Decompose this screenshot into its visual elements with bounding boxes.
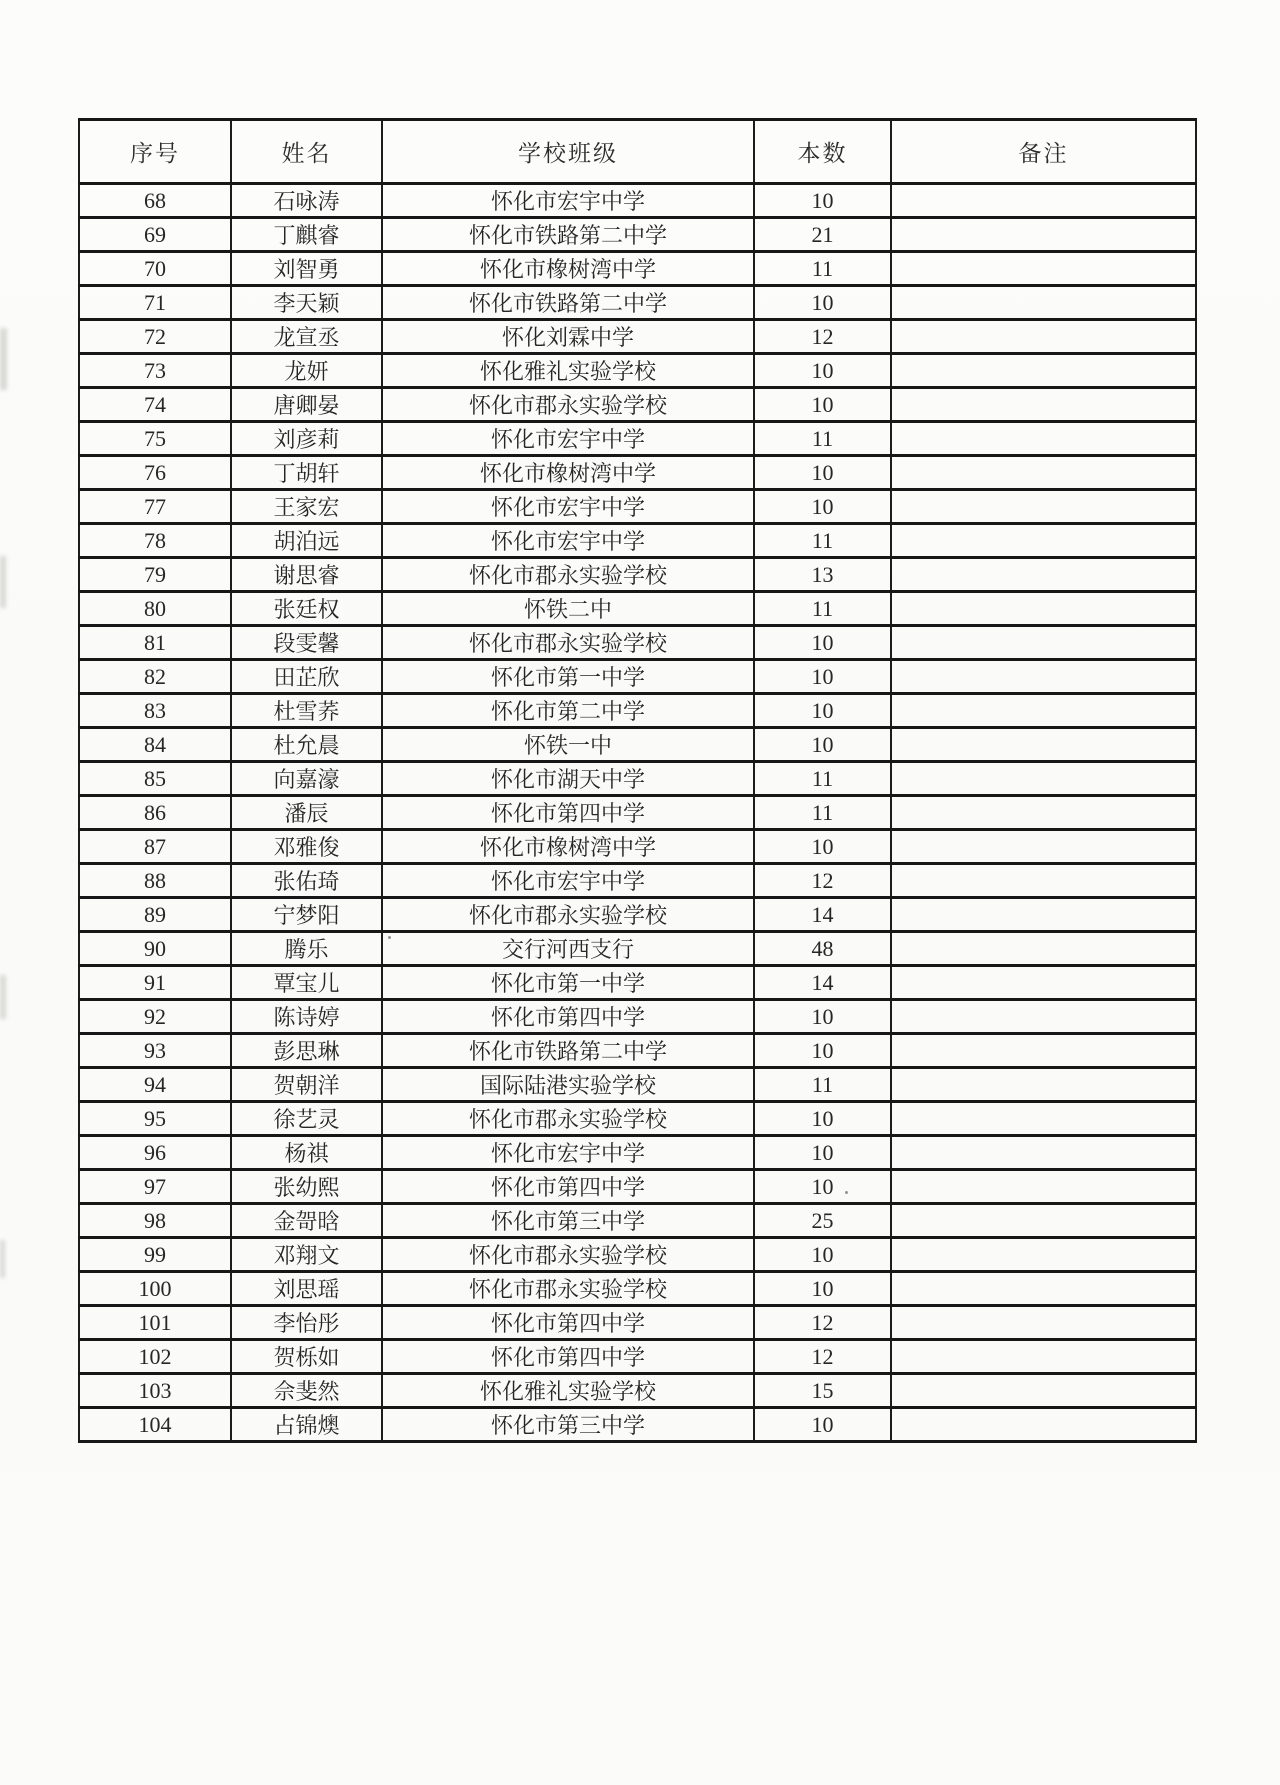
cell-school: 怀化市铁路第二中学	[382, 218, 754, 252]
cell-remark	[891, 830, 1196, 864]
cell-remark	[891, 1272, 1196, 1306]
cell-no: 103	[79, 1374, 231, 1408]
cell-school: 怀化市第四中学	[382, 1170, 754, 1204]
cell-count: 12	[754, 864, 891, 898]
cell-remark	[891, 1068, 1196, 1102]
cell-name: 李天颖	[231, 286, 382, 320]
cell-remark	[891, 626, 1196, 660]
table-row	[79, 320, 1196, 354]
cell-name: 占锦燠	[231, 1408, 382, 1442]
cell-no: 70	[79, 252, 231, 286]
cell-remark	[891, 898, 1196, 932]
cell-no: 68	[79, 184, 231, 218]
table-row	[79, 1272, 1196, 1306]
cell-remark	[891, 1102, 1196, 1136]
cell-count: 12	[754, 1340, 891, 1374]
cell-count: 14	[754, 898, 891, 932]
table-row	[79, 558, 1196, 592]
cell-count: 14	[754, 966, 891, 1000]
cell-school: 怀化雅礼实验学校	[382, 354, 754, 388]
table-row	[79, 966, 1196, 1000]
table-row	[79, 1238, 1196, 1272]
cell-no: 94	[79, 1068, 231, 1102]
cell-name: 杨祺	[231, 1136, 382, 1170]
cell-school: 怀铁一中	[382, 728, 754, 762]
table-row	[79, 354, 1196, 388]
column-header-remark: 备注	[891, 120, 1196, 184]
table-row	[79, 456, 1196, 490]
cell-remark	[891, 1000, 1196, 1034]
cell-name: 邓雅俊	[231, 830, 382, 864]
cell-count: 11	[754, 1068, 891, 1102]
cell-no: 92	[79, 1000, 231, 1034]
cell-no: 69	[79, 218, 231, 252]
table-row	[79, 1136, 1196, 1170]
cell-school: 怀化市第四中学	[382, 796, 754, 830]
cell-no: 74	[79, 388, 231, 422]
cell-name: 胡泊远	[231, 524, 382, 558]
cell-count: 10	[754, 1272, 891, 1306]
table-row	[79, 932, 1196, 966]
cell-count: 11	[754, 762, 891, 796]
cell-name: 唐卿晏	[231, 388, 382, 422]
cell-remark	[891, 1170, 1196, 1204]
cell-remark	[891, 354, 1196, 388]
cell-count: 11	[754, 252, 891, 286]
cell-no: 89	[79, 898, 231, 932]
table-row	[79, 1102, 1196, 1136]
table-row	[79, 1374, 1196, 1408]
cell-school: 怀化市宏宇中学	[382, 1136, 754, 1170]
scan-smudge	[0, 1240, 5, 1278]
table-row	[79, 286, 1196, 320]
cell-remark	[891, 1204, 1196, 1238]
cell-name: 龙妍	[231, 354, 382, 388]
cell-no: 100	[79, 1272, 231, 1306]
cell-name: 刘智勇	[231, 252, 382, 286]
table-row	[79, 1204, 1196, 1238]
table-row	[79, 490, 1196, 524]
cell-count: 10	[754, 490, 891, 524]
cell-school: 怀化市郡永实验学校	[382, 898, 754, 932]
cell-school: 怀化市郡永实验学校	[382, 388, 754, 422]
cell-remark	[891, 864, 1196, 898]
cell-school: 怀化市宏宇中学	[382, 524, 754, 558]
cell-count: 12	[754, 1306, 891, 1340]
table-row	[79, 1068, 1196, 1102]
cell-count: 10	[754, 1238, 891, 1272]
cell-count: 13	[754, 558, 891, 592]
cell-school: 国际陆港实验学校	[382, 1068, 754, 1102]
cell-school: 怀化市第一中学	[382, 660, 754, 694]
scan-smudge	[0, 328, 7, 390]
cell-name: 杜雪荞	[231, 694, 382, 728]
cell-school: 怀化市第三中学	[382, 1204, 754, 1238]
cell-school: 怀铁二中	[382, 592, 754, 626]
cell-school: 怀化市铁路第二中学	[382, 1034, 754, 1068]
table-row	[79, 626, 1196, 660]
cell-no: 71	[79, 286, 231, 320]
cell-no: 72	[79, 320, 231, 354]
cell-no: 81	[79, 626, 231, 660]
cell-name: 佘斐然	[231, 1374, 382, 1408]
table-row	[79, 592, 1196, 626]
cell-remark	[891, 728, 1196, 762]
cell-name: 刘思瑶	[231, 1272, 382, 1306]
cell-name: 陈诗婷	[231, 1000, 382, 1034]
cell-remark	[891, 796, 1196, 830]
cell-school: 怀化市郡永实验学校	[382, 1272, 754, 1306]
cell-school: 怀化市第四中学	[382, 1306, 754, 1340]
cell-remark	[891, 694, 1196, 728]
table-row	[79, 1000, 1196, 1034]
cell-name: 段雯馨	[231, 626, 382, 660]
table-row	[79, 864, 1196, 898]
cell-name: 彭思琳	[231, 1034, 382, 1068]
column-header-school: 学校班级	[382, 120, 754, 184]
cell-name: 石咏涛	[231, 184, 382, 218]
cell-count: 10	[754, 1408, 891, 1442]
cell-count: 10	[754, 1000, 891, 1034]
cell-name: 杜允晨	[231, 728, 382, 762]
cell-name: 张佑琦	[231, 864, 382, 898]
cell-no: 76	[79, 456, 231, 490]
table-row	[79, 524, 1196, 558]
header-row	[79, 120, 1196, 184]
cell-count: 48	[754, 932, 891, 966]
table-row	[79, 762, 1196, 796]
cell-count: 10	[754, 286, 891, 320]
cell-name: 张廷权	[231, 592, 382, 626]
cell-name: 腾乐	[231, 932, 382, 966]
cell-no: 88	[79, 864, 231, 898]
scan-smudge	[0, 556, 6, 608]
cell-school: 怀化市湖天中学	[382, 762, 754, 796]
cell-count: 11	[754, 524, 891, 558]
cell-count: 10	[754, 1136, 891, 1170]
cell-school: 怀化市郡永实验学校	[382, 1238, 754, 1272]
cell-school: 交行河西支行	[382, 932, 754, 966]
cell-remark	[891, 1306, 1196, 1340]
table-row	[79, 218, 1196, 252]
cell-name: 金哿晗	[231, 1204, 382, 1238]
cell-school: 怀化市宏宇中学	[382, 490, 754, 524]
cell-no: 101	[79, 1306, 231, 1340]
table-row	[79, 1034, 1196, 1068]
cell-count: 10	[754, 728, 891, 762]
table-row	[79, 388, 1196, 422]
cell-remark	[891, 286, 1196, 320]
cell-count: 25	[754, 1204, 891, 1238]
cell-remark	[891, 1374, 1196, 1408]
cell-count: 10	[754, 694, 891, 728]
cell-count: 11	[754, 592, 891, 626]
roster-head	[79, 120, 1196, 184]
cell-no: 85	[79, 762, 231, 796]
cell-remark	[891, 592, 1196, 626]
cell-remark	[891, 388, 1196, 422]
cell-name: 徐艺灵	[231, 1102, 382, 1136]
cell-count: 21	[754, 218, 891, 252]
cell-name: 刘彦莉	[231, 422, 382, 456]
cell-no: 73	[79, 354, 231, 388]
cell-name: 谢思睿	[231, 558, 382, 592]
cell-no: 75	[79, 422, 231, 456]
cell-no: 95	[79, 1102, 231, 1136]
cell-name: 李怡彤	[231, 1306, 382, 1340]
cell-name: 王家宏	[231, 490, 382, 524]
cell-no: 93	[79, 1034, 231, 1068]
table-row	[79, 252, 1196, 286]
cell-count: 10	[754, 660, 891, 694]
cell-school: 怀化市宏宇中学	[382, 864, 754, 898]
cell-no: 78	[79, 524, 231, 558]
cell-remark	[891, 1034, 1196, 1068]
cell-remark	[891, 524, 1196, 558]
cell-name: 邓翔文	[231, 1238, 382, 1272]
cell-school: 怀化市宏宇中学	[382, 184, 754, 218]
cell-remark	[891, 456, 1196, 490]
cell-count: 10	[754, 456, 891, 490]
cell-name: 向嘉濠	[231, 762, 382, 796]
cell-count: 11	[754, 796, 891, 830]
table-row	[79, 660, 1196, 694]
cell-no: 99	[79, 1238, 231, 1272]
table-row	[79, 728, 1196, 762]
cell-count: 10	[754, 626, 891, 660]
cell-no: 96	[79, 1136, 231, 1170]
cell-school: 怀化市第二中学	[382, 694, 754, 728]
cell-count: 10	[754, 830, 891, 864]
cell-school: 怀化市郡永实验学校	[382, 558, 754, 592]
cell-no: 104	[79, 1408, 231, 1442]
cell-remark	[891, 932, 1196, 966]
cell-school: 怀化市铁路第二中学	[382, 286, 754, 320]
cell-no: 102	[79, 1340, 231, 1374]
cell-count: 11	[754, 422, 891, 456]
cell-no: 97	[79, 1170, 231, 1204]
cell-school: 怀化刘霖中学	[382, 320, 754, 354]
cell-name: 田芷欣	[231, 660, 382, 694]
cell-no: 79	[79, 558, 231, 592]
cell-no: 83	[79, 694, 231, 728]
table-row	[79, 1306, 1196, 1340]
roster-body	[79, 184, 1196, 1442]
cell-name: 龙宣丞	[231, 320, 382, 354]
table-row	[79, 422, 1196, 456]
cell-count: 10	[754, 1102, 891, 1136]
cell-remark	[891, 184, 1196, 218]
cell-name: 贺栎如	[231, 1340, 382, 1374]
cell-no: 80	[79, 592, 231, 626]
cell-count: 10	[754, 354, 891, 388]
cell-remark	[891, 320, 1196, 354]
cell-school: 怀化市郡永实验学校	[382, 1102, 754, 1136]
cell-no: 90	[79, 932, 231, 966]
cell-no: 82	[79, 660, 231, 694]
cell-no: 87	[79, 830, 231, 864]
cell-count: 10	[754, 184, 891, 218]
cell-remark	[891, 966, 1196, 1000]
cell-no: 77	[79, 490, 231, 524]
cell-school: 怀化市橡树湾中学	[382, 456, 754, 490]
cell-name: 覃宝儿	[231, 966, 382, 1000]
cell-name: 宁梦阳	[231, 898, 382, 932]
cell-count: 15	[754, 1374, 891, 1408]
cell-school: 怀化市郡永实验学校	[382, 626, 754, 660]
cell-remark	[891, 490, 1196, 524]
cell-remark	[891, 252, 1196, 286]
cell-name: 丁麒睿	[231, 218, 382, 252]
cell-no: 98	[79, 1204, 231, 1238]
cell-name: 潘辰	[231, 796, 382, 830]
table-row	[79, 1340, 1196, 1374]
column-header-no: 序号	[79, 120, 231, 184]
cell-remark	[891, 762, 1196, 796]
scan-smudge	[0, 975, 6, 1019]
column-header-count: 本数	[754, 120, 891, 184]
cell-no: 86	[79, 796, 231, 830]
cell-remark	[891, 1136, 1196, 1170]
cell-name: 张幼熙	[231, 1170, 382, 1204]
table-row	[79, 898, 1196, 932]
cell-no: 91	[79, 966, 231, 1000]
cell-count: 12	[754, 320, 891, 354]
roster-table	[78, 118, 1197, 1443]
cell-school: 怀化市橡树湾中学	[382, 252, 754, 286]
cell-school: 怀化市橡树湾中学	[382, 830, 754, 864]
cell-school: 怀化市第四中学	[382, 1000, 754, 1034]
table-row	[79, 694, 1196, 728]
table-row	[79, 1408, 1196, 1442]
table-row	[79, 830, 1196, 864]
table-row	[79, 796, 1196, 830]
cell-remark	[891, 660, 1196, 694]
table-row	[79, 184, 1196, 218]
cell-name: 贺朝洋	[231, 1068, 382, 1102]
column-header-name: 姓名	[231, 120, 382, 184]
cell-name: 丁胡轩	[231, 456, 382, 490]
cell-school: 怀化市第三中学	[382, 1408, 754, 1442]
cell-school: 怀化市第四中学	[382, 1340, 754, 1374]
table-row	[79, 1170, 1196, 1204]
cell-count: 10	[754, 388, 891, 422]
cell-remark	[891, 1408, 1196, 1442]
cell-school: 怀化市宏宇中学	[382, 422, 754, 456]
cell-remark	[891, 558, 1196, 592]
cell-count: 10	[754, 1170, 891, 1204]
cell-remark	[891, 218, 1196, 252]
cell-remark	[891, 422, 1196, 456]
cell-school: 怀化市第一中学	[382, 966, 754, 1000]
cell-count: 10	[754, 1034, 891, 1068]
cell-no: 84	[79, 728, 231, 762]
cell-remark	[891, 1340, 1196, 1374]
cell-remark	[891, 1238, 1196, 1272]
cell-school: 怀化雅礼实验学校	[382, 1374, 754, 1408]
